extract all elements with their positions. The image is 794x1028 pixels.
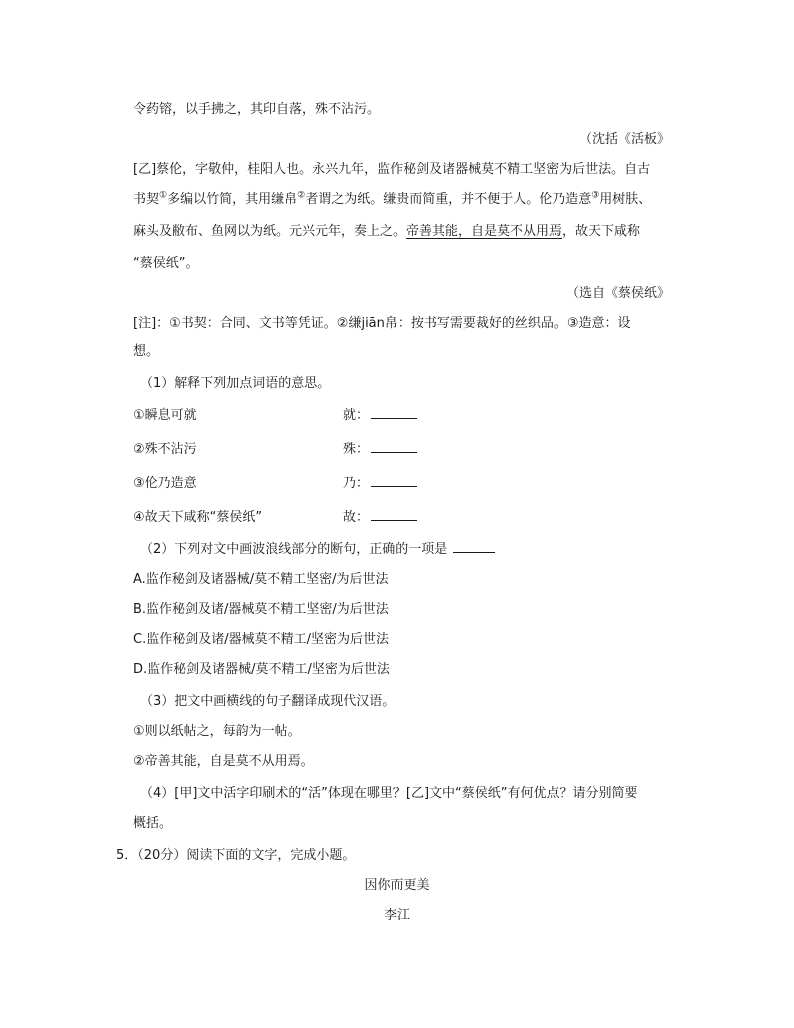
q2-option-d: D.监作秘剑及诸器械/莫不精工/坚密为后世法 xyxy=(133,662,390,677)
q2-option-b: B.监作秘剑及诸/器械莫不精工坚密/为后世法 xyxy=(133,602,389,617)
text-segment: 麻头及敝布、鱼网以为纸。元兴元年，奏上之。 xyxy=(133,224,407,239)
answer-label: 就： xyxy=(343,408,370,423)
q1-answer-2 xyxy=(343,440,417,460)
source-a: （沈括《活板》 xyxy=(578,132,670,147)
passage-b-line-1: [乙]蔡伦，字敬仲，桂阳人也。永兴九年，监作秘剑及诸器械莫不精工坚密为后世法。自古 xyxy=(133,162,651,177)
footnote-marker-2: ② xyxy=(297,190,306,201)
passage-b-line-2 xyxy=(133,190,651,210)
answer-label: 故： xyxy=(343,510,370,525)
answer-blank[interactable] xyxy=(371,474,417,487)
passage-a-ending: 令药镕，以手拂之，其印自落，殊不沾污。 xyxy=(133,102,381,117)
notes-line-2: 想。 xyxy=(133,344,160,359)
q2-option-c: C.监作秘剑及诸/器械莫不精工/坚密为后世法 xyxy=(133,632,389,647)
text-segment: 者谓之为纸。缣贵而简重，并不便于人。伦乃造意 xyxy=(305,192,592,207)
q1-answer-4 xyxy=(343,508,417,528)
q2-option-a: A.监作秘剑及诸器械/莫不精工坚密/为后世法 xyxy=(133,572,389,587)
question-4-line-2: 概括。 xyxy=(133,816,173,831)
notes-line-1: [注]：①书契：合同、文书等凭证。②缣jiān帛：按书写需要裁好的丝织品。③造意：设 xyxy=(133,316,631,331)
q1-phrase-1: ①瞬息可就 xyxy=(133,408,197,423)
article-author: 李江 xyxy=(383,908,410,923)
text-segment: ，故天下咸称 xyxy=(562,224,641,239)
answer-label: 殊： xyxy=(343,442,370,457)
question-text: （2）下列对文中画波浪线部分的断句，正确的一项是 xyxy=(140,542,448,557)
q3-item-1: ①则以纸帖之，每韵为一帖。 xyxy=(133,724,301,739)
question-1-prompt: （1）解释下列加点词语的意思。 xyxy=(140,376,331,391)
source-b: （选自《蔡侯纸》 xyxy=(565,286,670,301)
footnote-marker-3: ③ xyxy=(591,190,600,201)
passage-b-line-3 xyxy=(133,222,640,242)
question-3-prompt: （3）把文中画横线的句子翻译成现代汉语。 xyxy=(140,694,396,709)
answer-label: 乃： xyxy=(343,476,370,491)
q1-answer-1 xyxy=(343,406,417,426)
question-5-prompt: 5．（20分）阅读下面的文字，完成小题。 xyxy=(116,848,356,863)
answer-blank[interactable] xyxy=(371,440,417,453)
q1-answer-3 xyxy=(343,474,417,494)
answer-blank[interactable] xyxy=(453,540,495,553)
q1-phrase-4: ④故天下咸称“蔡侯纸” xyxy=(133,510,263,525)
underlined-sentence: 帝善其能，自是莫不从用焉 xyxy=(406,224,563,239)
footnote-marker-1: ① xyxy=(159,190,168,201)
q1-phrase-3: ③伦乃造意 xyxy=(133,476,197,491)
article-title: 因你而更美 xyxy=(364,878,430,893)
question-2-prompt xyxy=(140,540,495,560)
passage-b-line-4: “蔡侯纸”。 xyxy=(133,256,199,271)
q1-phrase-2: ②殊不沾污 xyxy=(133,442,197,457)
answer-blank[interactable] xyxy=(371,406,417,419)
answer-blank[interactable] xyxy=(371,508,417,521)
question-4-line-1: （4）[甲]文中活字印刷术的“活”体现在哪里？[乙]文中“蔡侯纸”有何优点？请分别简要 xyxy=(140,786,638,801)
text-segment: 书契 xyxy=(133,192,160,207)
text-segment: 多编以竹简，其用缣帛 xyxy=(167,192,298,207)
text-segment: 用树肤、 xyxy=(599,192,652,207)
q3-item-2: ②帝善其能，自是莫不从用焉。 xyxy=(133,754,314,769)
